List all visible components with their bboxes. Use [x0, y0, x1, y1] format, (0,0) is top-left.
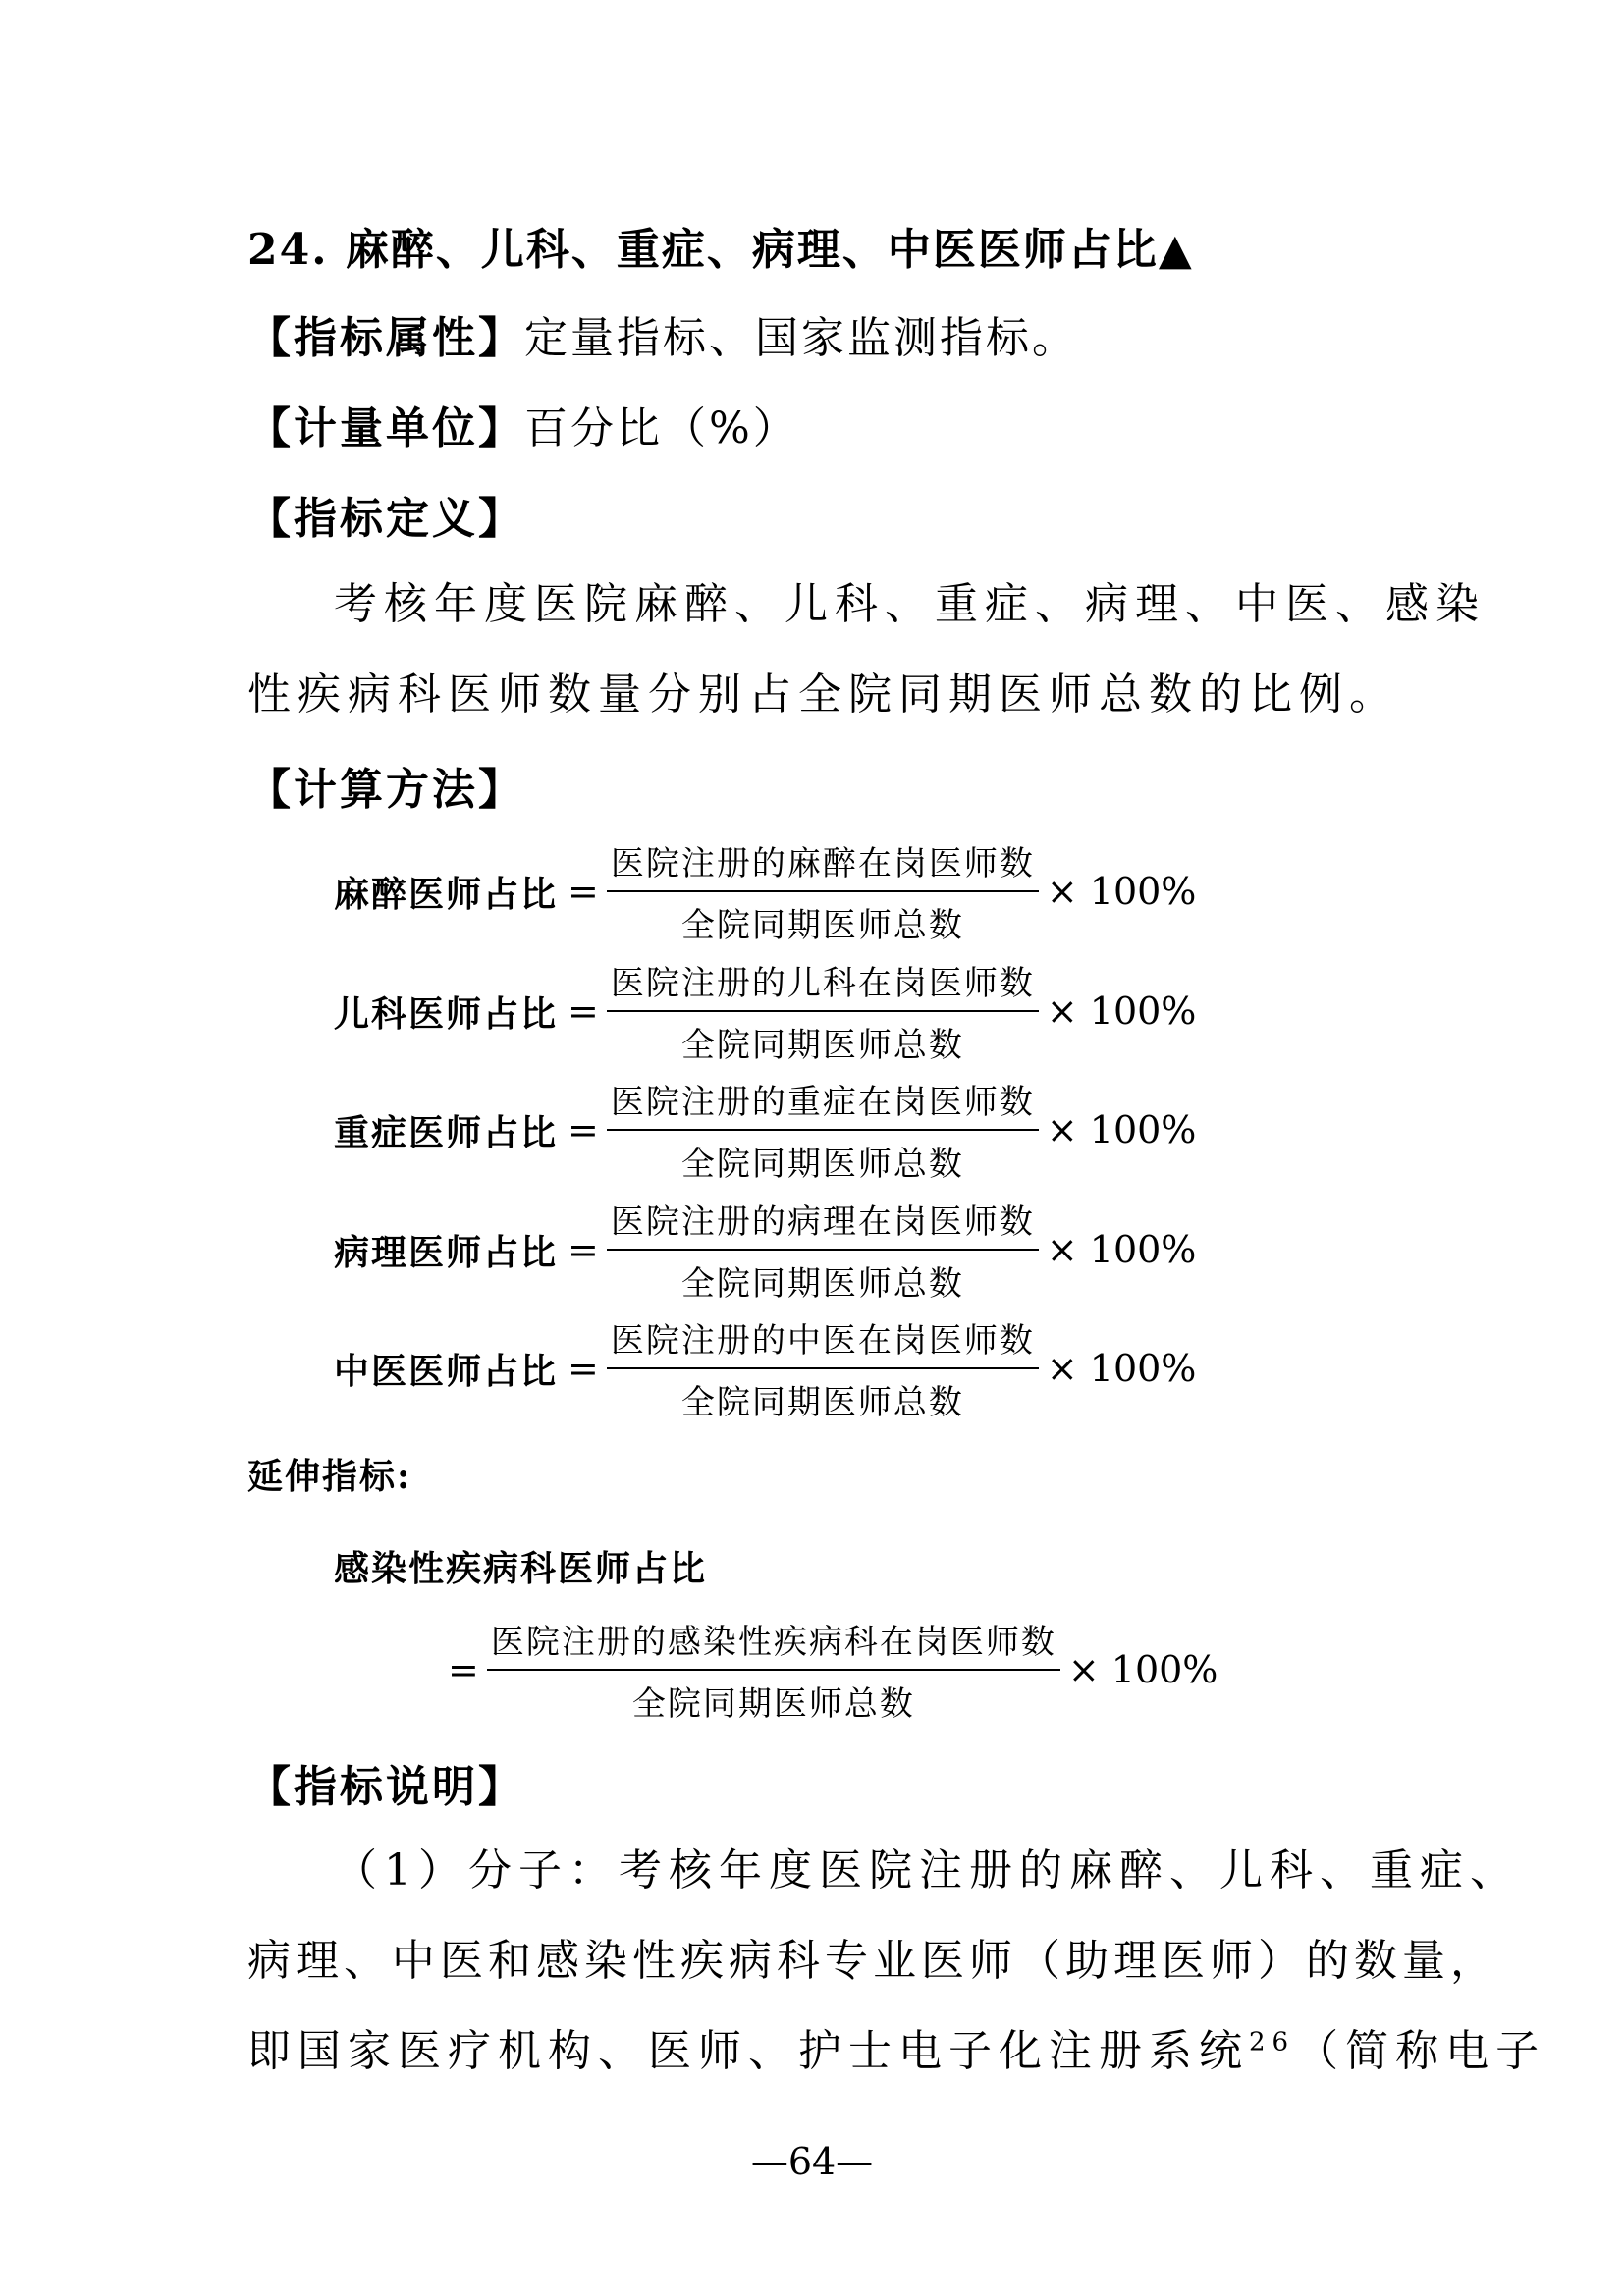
equals-sign: = [568, 870, 599, 913]
times-100-percent: × 100% [1046, 870, 1197, 913]
fraction [607, 836, 1039, 946]
extension-label: 延伸指标: [247, 1456, 412, 1497]
formula-name: 中医医师占比 [334, 1350, 559, 1392]
definition-line-2: 性疾病科医师数量分别占全院同期医师总数的比例。 [247, 669, 1399, 720]
explanation-line-3-text: 即国家医疗机构、医师、护士电子化注册系统 [247, 2026, 1249, 2076]
attribute-line [247, 302, 1078, 365]
denominator: 全院同期医师总数 [680, 1383, 964, 1422]
footnote-reference[interactable]: 26 [1249, 2027, 1296, 2057]
denominator: 全院同期医师总数 [680, 1145, 964, 1184]
calculation-heading [247, 754, 524, 817]
explanation-line-2: 病理、中医和感染性疾病科专业医师（助理医师）的数量， [247, 1936, 1498, 1986]
formula-critical-care [334, 1075, 1196, 1185]
definition-text [247, 560, 1486, 740]
fraction [607, 1195, 1039, 1305]
times-100-percent: × 100% [1046, 989, 1197, 1033]
times-100-percent: × 100% [1067, 1648, 1218, 1691]
section-heading: 24. 麻醉、儿科、重症、病理、中医医师占比▲ [247, 225, 1194, 275]
times-100-percent: × 100% [1046, 1347, 1197, 1390]
calculation-label: 【计算方法】 [247, 765, 524, 815]
formula-name: 儿科医师占比 [334, 992, 559, 1035]
explanation-label: 【指标说明】 [247, 1762, 524, 1812]
attribute-value: 定量指标、国家监测指标。 [524, 313, 1078, 363]
fraction [607, 1313, 1039, 1423]
formula-name: 病理医师占比 [334, 1231, 559, 1273]
attribute-label: 【指标属性】 [247, 313, 524, 363]
explanation-line-1: （1）分子：考核年度医院注册的麻醉、儿科、重症、 [334, 1845, 1520, 1896]
explanation-text [247, 1826, 1546, 2097]
numerator: 医院注册的重症在岗医师数 [607, 1075, 1039, 1131]
denominator: 全院同期医师总数 [680, 1264, 964, 1304]
unit-label: 【计量单位】 [247, 403, 524, 454]
definition-heading [247, 483, 524, 546]
formula-anesthesia [334, 836, 1196, 946]
unit-line [247, 393, 799, 455]
times-100-percent: × 100% [1046, 1228, 1197, 1271]
fraction [607, 1075, 1039, 1185]
fraction [607, 956, 1039, 1066]
numerator: 医院注册的麻醉在岗医师数 [607, 836, 1039, 892]
definition-label: 【指标定义】 [247, 494, 524, 544]
numerator: 医院注册的儿科在岗医师数 [607, 956, 1039, 1012]
numerator: 医院注册的中医在岗医师数 [607, 1313, 1039, 1369]
times-100-percent: × 100% [1046, 1108, 1197, 1151]
formula-pediatrics [334, 956, 1196, 1066]
equals-sign: = [568, 1347, 599, 1390]
formula-name: 重症医师占比 [334, 1111, 559, 1153]
formula-name: 麻醉医师占比 [334, 873, 559, 915]
equals-sign: = [448, 1648, 479, 1691]
equals-sign: = [568, 1228, 599, 1271]
denominator: 全院同期医师总数 [631, 1684, 915, 1724]
numerator: 医院注册的感染性疾病科在岗医师数 [487, 1615, 1060, 1671]
numerator: 医院注册的病理在岗医师数 [607, 1195, 1039, 1251]
definition-line-1: 考核年度医院麻醉、儿科、重症、病理、中医、感染 [334, 579, 1486, 629]
denominator: 全院同期医师总数 [680, 1026, 964, 1065]
fraction [487, 1615, 1060, 1725]
explanation-line-3 [247, 2006, 1546, 2097]
formula-pathology [334, 1195, 1196, 1305]
explanation-heading [247, 1751, 524, 1814]
denominator: 全院同期医师总数 [680, 906, 964, 945]
equals-sign: = [568, 1108, 599, 1151]
formula-infectious-disease [438, 1615, 1218, 1725]
equals-sign: = [568, 989, 599, 1033]
formula-tcm [334, 1313, 1196, 1423]
explanation-line-3-end: （简称电子 [1295, 2026, 1546, 2076]
page-number: —64— [750, 2140, 874, 2183]
extension-formula-name: 感染性疾病科医师占比 [334, 1548, 708, 1589]
unit-value: 百分比（%） [524, 403, 799, 454]
